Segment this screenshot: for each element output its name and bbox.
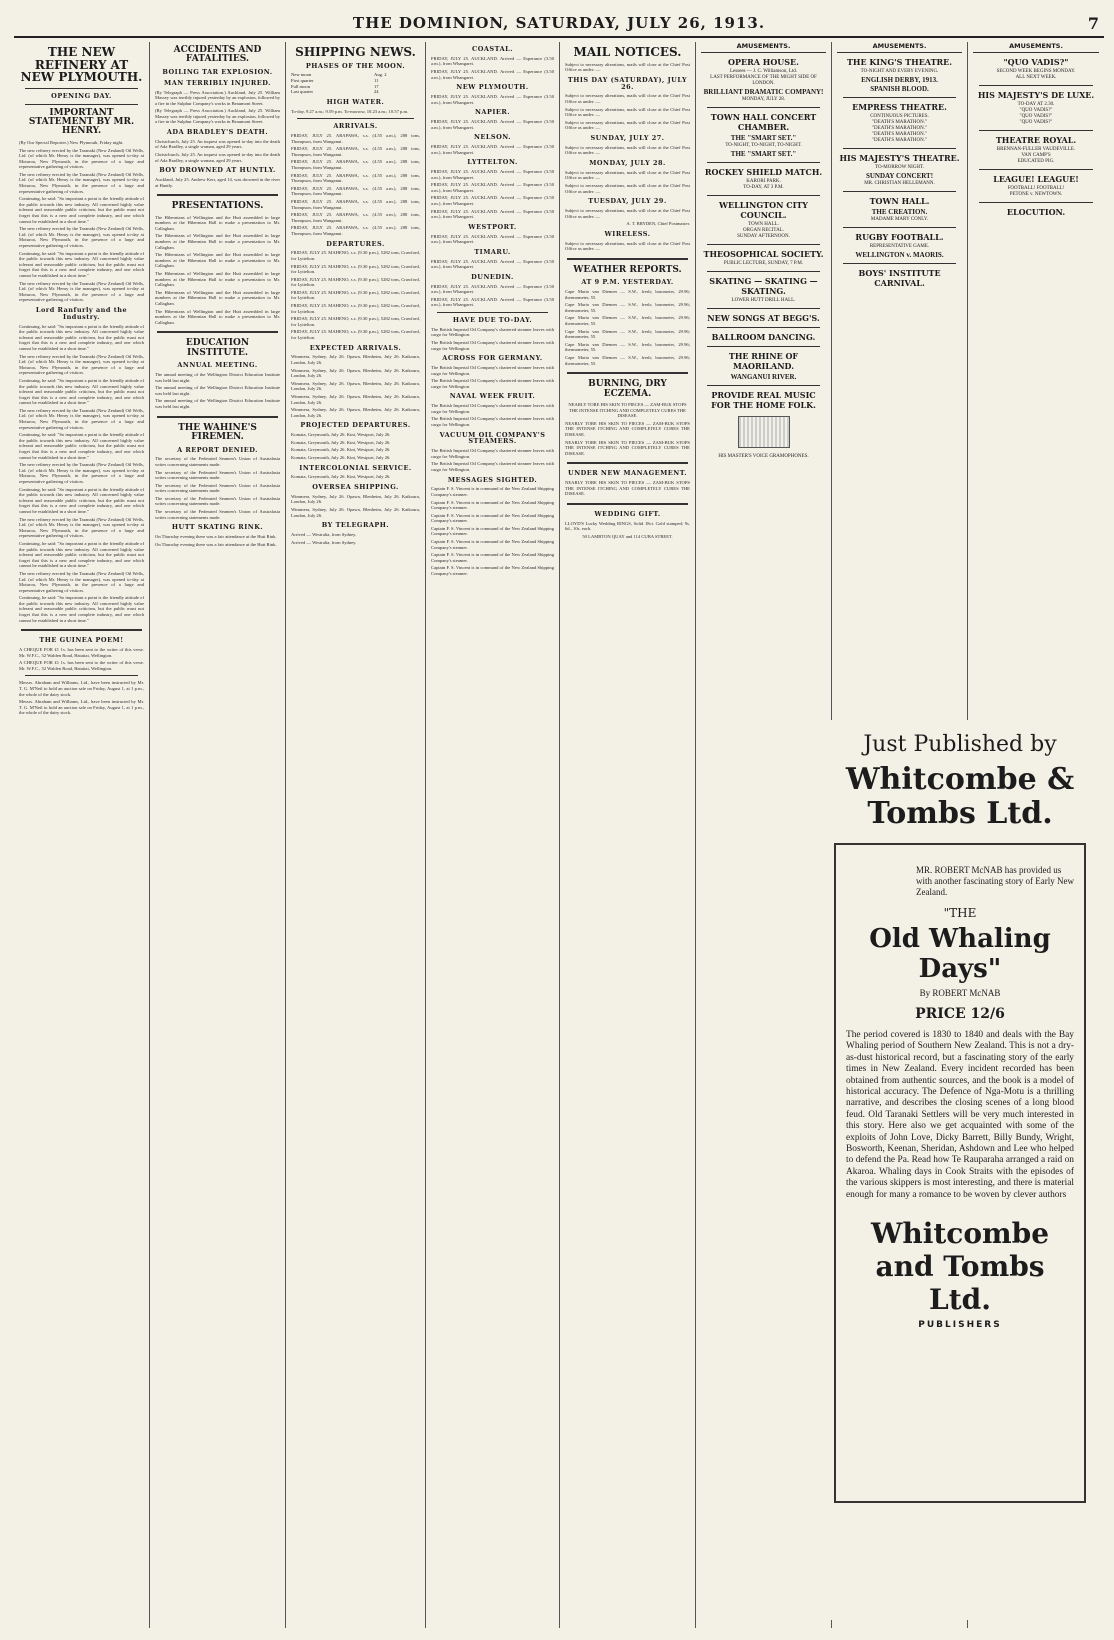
article-paragraph: NEARLY TORE HIS SKIN TO PIECES — ZAM-BUK STOPS THE INTENSE ITCHING AND COMPLETELY CURES THE DISEASE. xyxy=(568,402,687,419)
article-paragraph: Subject to necessary alterations, mails will close at the Chief Post Office as under: — xyxy=(565,93,690,104)
ad-opera-house: OPERA HOUSE. xyxy=(728,57,799,67)
subhead-boy-drowned: BOY DROWNED AT HUNTLY. xyxy=(159,166,276,175)
article-paragraph: FRIDAY, JULY 25. MAHENO, s.s. (9.30 p.m.), 5282 tons, Crawford, for Lyttelton. xyxy=(291,289,420,301)
article-paragraph: Subject to necessary alterations, mails will close at the Chief Post Office as under: — xyxy=(565,144,690,156)
article-paragraph: Subject to necessary alterations, mails will close at the Chief Post Office as under: — xyxy=(565,61,690,73)
article-paragraph: The Hibernians of Wellington and the Hutt assembled in large numbers at the Hibernian Hall to make a presentation to Mr. Callaghan. xyxy=(155,289,280,306)
article-paragraph: Continuing, he said: "So important a point is the friendly attitude of the public towards this new industry. All concerned highly value tolerant and reasonable public criticism, but the public must not forget that this is a new and complete industry, and one which cannot be established in a short time." xyxy=(19,196,144,224)
ad-line: FOOTBALL! FOOTBALL! xyxy=(1007,186,1065,191)
article-paragraph: FRIDAY, JULY 25. ARAPAWA, s.s. (4.55 a.m.), 288 tons, Thompson, from Wanganui. xyxy=(291,185,420,197)
divider xyxy=(979,85,1093,86)
article-paragraph: Komata, Greymouth, July 26. Kini, Westport, July 26. xyxy=(291,454,391,460)
ad-line: TO-MORROW NIGHT. xyxy=(875,165,924,170)
ad-rhine: THE RHINE OF MAORILAND. xyxy=(728,351,799,371)
article-paragraph: Wimmera, Sydney, July 26. Opawa, Blenheim, July 26. Kaikoura, London, July 26. xyxy=(291,367,420,379)
article-paragraph: The new refinery erected by the Taranaki (New Zealand) Oil Wells, Ltd. (of which Mr. Henry is the manager), was opened to-day at Moturoa, New Plymouth, in the presence of a large and representative gathering of visitors. xyxy=(19,570,144,593)
book-author: By ROBERT McNAB xyxy=(919,988,1001,998)
divider xyxy=(707,385,820,386)
article-paragraph: Subject to necessary alterations, mails will close at the Chief Post Office as under: — xyxy=(565,119,690,131)
divider xyxy=(297,118,414,119)
headline-accidents: ACCIDENTS AND FATALITIES. xyxy=(173,45,262,65)
article-paragraph: The Hibernians of Wellington and the Hutt assembled in large numbers at the Hibernian Hall to make a presentation to Mr. Callaghan. xyxy=(155,233,280,250)
subhead-due-today: HAVE DUE TO-DAY. xyxy=(452,315,533,324)
subhead-tuesday: TUESDAY, JULY 29. xyxy=(588,197,667,206)
headline-presentations: PRESENTATIONS. xyxy=(171,201,264,212)
article-paragraph: The new refinery erected by the Taranaki (New Zealand) Oil Wells, Ltd. (of which Mr. Henry is the manager), was opened to-day at Moturoa, New Plymouth, in the presence of a large and representative gathering of visitors. xyxy=(19,407,144,430)
article-paragraph: The new refinery erected by the Taranaki (New Zealand) Oil Wells, Ltd. (of which Mr. Henry is the manager), was opened to-day at Moturoa, New Plymouth, in the presence of a large and representative gathering of visitors. xyxy=(19,147,144,170)
ad-rockey-shield: ROCKEY SHIELD MATCH. xyxy=(704,167,823,177)
ad-kings-theatre: THE KING'S THEATRE. xyxy=(846,57,953,67)
ad-publisher-bottom: Whitcombe and Tombs Ltd. xyxy=(870,1217,1050,1317)
masthead-title: THE DOMINION, SATURDAY, JULY 26, 1913. xyxy=(352,14,766,32)
ad-line: THE "SMART SET." xyxy=(730,150,797,158)
subhead-timaru: TIMARU. xyxy=(474,247,511,256)
article-paragraph: Continuing, he said: "So important a point is the friendly attitude of the public towards this new industry. All concerned highly value tolerant and reasonable public criticism, but the public must not forget that this is a new and complete industry, and one which cannot be established in a short time." xyxy=(19,486,144,514)
article-paragraph: Captain F. S. Vincent is in command of the New Zealand Shipping Company's steamer. xyxy=(431,499,554,511)
article-paragraph: FRIDAY, JULY 25. AUCKLAND. Arrived — Esperance (3.50 a.m.), from Whangarei. xyxy=(431,208,554,220)
ad-line: Lessees — J. C. Williamson, Ltd. xyxy=(729,69,798,74)
article-paragraph: FRIDAY, JULY 25. AUCKLAND. Arrived — Esperance (3.50 a.m.), from Whangarei. xyxy=(431,55,554,67)
article-paragraph: NEARLY TORE HIS SKIN TO PIECES — ZAM-BUK STOPS THE INTENSE ITCHING AND COMPLETELY CURES THE DISEASE. xyxy=(565,439,690,456)
article-paragraph: FRIDAY, JULY 25. ARAPAWA, s.s. (4.55 a.m.), 288 tons, Thompson, from Wanganui. xyxy=(291,159,420,170)
divider xyxy=(157,416,278,418)
article-paragraph: The secretary of the Federated Seamen's Union of Australasia writes concerning statements made. xyxy=(155,456,280,467)
article-paragraph: Cape Maria van Diemen — S.W., fresh; barometer, 29.96; thermometer, 55. xyxy=(565,302,690,313)
book-advertisement xyxy=(830,720,1090,1620)
article-paragraph: FRIDAY, JULY 25. ARAPAWA, s.s. (4.55 a.m.), 288 tons, Thompson, from Wanganui. xyxy=(291,146,420,157)
ad-line: SPANISH BLOOD. xyxy=(870,85,929,93)
article-paragraph: Wimmera, Sydney, July 26. Opawa, Blenheim, July 26. Kaikoura, London, July 26. xyxy=(291,407,420,418)
article-paragraph: The British Imperial Oil Company's chartered steamer leaves with cargo for Wellington. xyxy=(431,326,554,338)
article-paragraph: Continuing, he said: "So important a point is the friendly attitude of the public towards this new industry. All concerned highly value tolerant and reasonable public criticism, but the public must not forget that this is a new and complete industry, and one which cannot be established in a short time." xyxy=(19,595,144,623)
ad-town-hall: TOWN HALL. xyxy=(869,196,930,206)
book-title: Old Whaling Days" xyxy=(869,924,1051,984)
subhead-new-plymouth: NEW PLYMOUTH. xyxy=(456,83,529,92)
amusements-heading: AMUSEMENTS. xyxy=(837,42,962,53)
subhead-lyttelton: LYTTELTON. xyxy=(467,158,518,167)
ad-theosophical: THEOSOPHICAL SOCIETY. xyxy=(703,249,824,259)
ad-line: MONDAY, JULY 28. xyxy=(742,97,785,102)
ad-line: PUBLIC LECTURE, SUNDAY, 7 P.M. xyxy=(723,261,804,266)
article-paragraph: Subject to necessary alterations, mails will close at the Chief Post Office as under: — xyxy=(565,182,690,194)
article-paragraph: Messrs. Abraham and Williams, Ltd., have been instructed by Mr. T. G. M'Neil to hold an auction sale on Friday, August 1, at 1 p.m., the whole of the dairy stock. xyxy=(19,680,144,697)
divider xyxy=(567,462,688,464)
column-6 xyxy=(696,42,832,1628)
ad-ballroom: BALLROOM DANCING. xyxy=(711,332,816,342)
ad-line: "DEATH'S MARATHON." xyxy=(872,132,927,137)
ad-line: TOWN HALL. xyxy=(748,222,779,227)
article-paragraph: The Hibernians of Wellington and the Hutt assembled in large numbers at the Hibernian Hall to make a presentation to Mr. Callaghan. xyxy=(155,214,280,231)
divider xyxy=(567,258,688,260)
article-paragraph: FRIDAY, JULY 25. ARAPAWA, s.s. (4.55 a.m.), 288 tons, Thompson, from Wanganui. xyxy=(291,172,420,184)
headline-mail-notices: MAIL NOTICES. xyxy=(573,45,682,59)
article-paragraph: Captain F. S. Vincent is in command of the New Zealand Shipping Company's steamer. xyxy=(431,486,554,497)
divider xyxy=(707,327,820,328)
ad-the: "THE xyxy=(943,906,977,920)
ad-publishers-label: PUBLISHERS xyxy=(918,1320,1002,1331)
divider xyxy=(707,195,820,196)
ad-intro: MR. ROBERT McNAB has provided us with another fascinating story of Early New Zealand. xyxy=(916,865,1074,897)
article-paragraph: NEARLY TORE HIS SKIN TO PIECES — ZAM-BUK STOPS THE INTENSE ITCHING AND COMPLETELY CURES THE DISEASE. xyxy=(565,480,690,497)
ad-box xyxy=(834,843,1086,1503)
article-paragraph: FRIDAY, JULY 25. AUCKLAND. Arrived — Esperance (3.50 a.m.), from Whangarei. xyxy=(431,195,554,206)
subhead-9pm: AT 9 P.M. YESTERDAY. xyxy=(581,278,674,287)
divider xyxy=(157,331,278,333)
table-row: New moon Aug. 2 xyxy=(291,72,387,78)
subhead-man-injured: MAN TERRIBLY INJURED. xyxy=(164,78,271,87)
table-row: First quarter 11 xyxy=(291,78,379,83)
ad-line: WANGANUI RIVER. xyxy=(730,373,797,381)
article-paragraph: Komata, Greymouth, July 26. Kini, Westport, July 26. xyxy=(291,474,391,480)
moon-table xyxy=(291,72,420,94)
article-paragraph: FRIDAY, JULY 25. AUCKLAND. Arrived — Esperance (3.50 a.m.), from Whangarei. xyxy=(431,144,554,155)
article-paragraph: FRIDAY, JULY 25. MAHENO, s.s. (9.30 p.m.), 5282 tons, Crawford, for Lyttelton. xyxy=(291,329,420,341)
subhead-projected-departures: PROJECTED DEPARTURES. xyxy=(300,421,411,430)
headline-refinery: THE NEW REFINERY AT NEW PLYMOUTH. xyxy=(20,45,143,85)
divider xyxy=(707,271,820,272)
ad-line: PETONE v. NEWTOWN. xyxy=(1009,192,1063,197)
subhead-nelson: NELSON. xyxy=(473,133,512,142)
ad-line: ORGAN RECITAL. xyxy=(743,228,784,233)
article-paragraph: On Thursday evening there was a fair attendance at the Hutt Rink. xyxy=(155,534,277,540)
ad-empress: EMPRESS THEATRE. xyxy=(852,102,947,112)
ad-line: SUNDAY CONCERT! xyxy=(865,172,934,180)
article-paragraph: (By Telegraph — Press Association.) Auckland, July 25. William Massey was terribly injured yesterday by an explosion, followed by a fire in the Sulphur Company's works in Beaumont Street. xyxy=(155,108,280,125)
ad-line: TO-DAY AT 2.30. xyxy=(1017,102,1055,107)
ad-line: SUNDAY AFTERNOON. xyxy=(737,234,790,239)
article-paragraph: FRIDAY, JULY 25. AUCKLAND. Arrived — Esperance (3.50 a.m.), from Whangarei. xyxy=(431,94,554,105)
article-paragraph: The annual meeting of the Wellington District Education Institute was held last night. xyxy=(155,372,280,383)
article-paragraph: The secretary of the Federated Seamen's Union of Australasia writes concerning statements made. xyxy=(155,509,280,520)
article-paragraph: Subject to necessary alterations, mails will close at the Chief Post Office as under: — xyxy=(565,240,690,252)
divider xyxy=(707,162,820,163)
ad-line: "DEATH'S MARATHON." xyxy=(872,126,927,131)
divider xyxy=(979,169,1093,170)
article-paragraph: FRIDAY, JULY 25. ARAPAWA, s.s. (4.55 a.m.), 288 tons, Thompson, from Wanganui. xyxy=(291,225,420,236)
divider xyxy=(707,346,820,347)
ad-line: EDUCATED PIG. xyxy=(1017,159,1055,164)
article-paragraph: Captain F. S. Vincent is in command of the New Zealand Shipping Company's steamer. xyxy=(431,552,554,563)
gramophone-image xyxy=(738,416,790,448)
article-paragraph: Continuing, he said: "So important a point is the friendly attitude of the public towards this new industry. All concerned highly value tolerant and reasonable public criticism, but the public must not forget that this is a new and complete industry, and one which cannot be established in a short time." xyxy=(19,323,144,351)
ad-quo-vadis: "QUO VADIS?" xyxy=(1003,57,1069,67)
article-paragraph: Continuing, he said: "So important a point is the friendly attitude of the public towards this new industry. All concerned highly value tolerant and reasonable public criticism, but the public must not forget that this is a new and complete industry, and one which cannot be established in a short time." xyxy=(19,377,144,406)
article-paragraph: LLOYD'S Lucky Wedding RINGS, Solid 18ct. Gold stamped; 9s. 6d., 10s. each. xyxy=(565,520,690,532)
ad-line: CONTINUOUS PICTURES. xyxy=(870,114,929,119)
subhead-expected-arrivals: EXPECTED ARRIVALS. xyxy=(309,343,402,352)
divider xyxy=(707,308,820,309)
subhead-oversea: OVERSEA SHIPPING. xyxy=(312,482,399,491)
article-paragraph: Arrived — Westralia, from Sydney. xyxy=(291,531,357,537)
subhead-report-denied: A REPORT DENIED. xyxy=(177,445,258,454)
article-paragraph: The secretary of the Federated Seamen's Union of Australasia writes concerning statements made. xyxy=(155,495,280,507)
article-paragraph: The new refinery erected by the Taranaki (New Zealand) Oil Wells, Ltd. (of which Mr. Henry is the manager), was opened to-day at Moturoa, New Plymouth, in the presence of a large and representative gathering of visitors. xyxy=(19,353,144,376)
article-paragraph: Cape Maria van Diemen — S.W., fresh; barometer, 29.96; thermometer, 55. xyxy=(565,328,690,340)
ad-line: TO-DAY, AT 3 P.M. xyxy=(743,185,784,190)
ad-line: WELLINGTON v. MAORIS. xyxy=(855,251,944,259)
divider xyxy=(567,372,688,374)
ad-line: TO-NIGHT AND EVERY EVENING. xyxy=(860,69,939,74)
article-paragraph: The British Imperial Oil Company's chartered steamer leaves with cargo for Wellington. xyxy=(431,364,554,376)
article-paragraph: The Hibernians of Wellington and the Hutt assembled in large numbers at the Hibernian Hall to make a presentation to Mr. Callaghan. xyxy=(155,252,280,269)
article-paragraph: The British Imperial Oil Company's chartered steamer leaves with cargo for Wellington. xyxy=(431,461,554,472)
divider xyxy=(567,503,688,505)
subhead-vacuum-oil: VACUUM OIL COMPANY'S STEAMERS. xyxy=(439,430,546,446)
article-paragraph: Messrs. Abraham and Williams, Ltd., have been instructed by Mr. T. G. M'Neil to hold an auction sale on Friday, August 1, at 1 p.m., the whole of the dairy stock. xyxy=(19,699,144,716)
column-3 xyxy=(286,42,426,1628)
ad-line: "DEATH'S MARATHON." xyxy=(872,120,927,125)
article-paragraph: The British Imperial Oil Company's chartered steamer leaves with cargo for Wellington. xyxy=(431,339,554,351)
article-paragraph: Wimmera, Sydney, July 26. Opawa, Blenheim, July 26. Kaikoura, London, July 26. xyxy=(291,394,420,405)
article-paragraph: The British Imperial Oil Company's chartered steamer leaves with cargo for Wellington. xyxy=(431,448,554,459)
article-paragraph: Christchurch, July 25. An inquest was opened to-day into the death of Ada Bradley, a single woman, aged 29 years. xyxy=(155,152,280,163)
article-paragraph: Komata, Greymouth, July 26. Kini, Westport, July 26. xyxy=(291,447,391,453)
article-paragraph: The British Imperial Oil Company's chartered steamer leaves with cargo for Wellington. xyxy=(431,378,554,389)
column-2 xyxy=(150,42,286,1628)
subhead-messages: MESSAGES SIGHTED. xyxy=(447,475,538,484)
ad-line: BRILLIANT DRAMATIC COMPANY! xyxy=(703,88,824,96)
signature-line: A. T. BRYDEN, Chief Postmaster. xyxy=(626,221,690,227)
headline-wedding-gift: WEDDING GIFT. xyxy=(594,509,661,518)
ad-league: LEAGUE! LEAGUE! xyxy=(993,174,1079,184)
subhead-opening-day: OPENING DAY. xyxy=(51,91,112,100)
article-paragraph: To-day, 9.27 a.m.; 9.59 p.m. To-morrow, 10.23 a.m.; 10.57 p.m. xyxy=(291,108,409,114)
divider xyxy=(21,629,142,631)
article-paragraph: Wimmera, Sydney, July 26. Opawa, Blenheim, July 26. Kaikoura, London, July 26. xyxy=(291,380,420,392)
article-paragraph: The British Imperial Oil Company's chartered steamer leaves with cargo for Wellington. xyxy=(431,416,554,427)
divider xyxy=(843,191,956,192)
page-number: 7 xyxy=(1087,14,1100,33)
ad-line: VAN CAMP'S xyxy=(1021,153,1051,158)
ad-his-majestys: HIS MAJESTY'S THEATRE. xyxy=(839,153,960,163)
book-price: PRICE 12/6 xyxy=(915,1006,1005,1022)
article-paragraph: (By Telegraph — Press Association.) Auckland, July 25. William Massey was terribly injured yesterday by an explosion, followed by a fire in the Sulphur Company's works in Beaumont Street. xyxy=(155,89,280,106)
byline: (By Our Special Reporter.) New Plymouth, Friday night. xyxy=(19,139,124,145)
ad-town-hall-concert: TOWN HALL CONCERT CHAMBER. xyxy=(710,112,817,132)
divider xyxy=(157,194,278,196)
ad-line: KARORI PARK. xyxy=(746,179,781,184)
article-paragraph: FRIDAY, JULY 25. MAHENO, s.s. (9.30 p.m.), 5282 tons, Crawford, for Lyttelton. xyxy=(291,250,420,261)
ad-line: ALL NEXT WEEK. xyxy=(1015,75,1057,80)
divider xyxy=(979,202,1093,203)
article-paragraph: Wimmera, Sydney, July 26. Opawa, Blenheim, July 26. Kaikoura, London, July 26. xyxy=(291,506,420,518)
article-paragraph: The new refinery erected by the Taranaki (New Zealand) Oil Wells, Ltd. (of which Mr. Henry is the manager), was opened to-day at Moturoa, New Plymouth, in the presence of a large and representative gathering of visitors. xyxy=(19,280,144,303)
divider xyxy=(707,107,820,108)
article-paragraph: FRIDAY, JULY 25. MAHENO, s.s. (9.30 p.m.), 5282 tons, Crawford, for Lyttelton. xyxy=(291,316,420,327)
article-paragraph: FRIDAY, JULY 25. MAHENO, s.s. (9.30 p.m.), 5282 tons, Crawford, for Lyttelton. xyxy=(291,303,420,314)
article-paragraph: Subject to necessary alterations, mails will close at the Chief Post Office as under: — xyxy=(565,106,690,118)
article-paragraph: Continuing, he said: "So important a point is the friendly attitude of the public towards this new industry. All concerned highly value tolerant and reasonable public criticism, but the public must not forget that this is a new and complete industry, and one which cannot be established in a short time." xyxy=(19,540,144,569)
subhead-skating-rink: HUTT SKATING RINK. xyxy=(171,523,264,532)
article-paragraph: The new refinery erected by the Taranaki (New Zealand) Oil Wells, Ltd. (of which Mr. Henry is the manager), was opened to-day at Moturoa, New Plymouth, in the presence of a large and representative gathering of visitors. xyxy=(19,226,144,248)
subhead-annual-meeting: ANNUAL MEETING. xyxy=(177,361,258,370)
article-paragraph: The Hibernians of Wellington and the Hutt assembled in large numbers at the Hibernian Hall to make a presentation to Mr. Callaghan. xyxy=(155,271,280,288)
article-paragraph: FRIDAY, JULY 25. AUCKLAND. Arrived — Esperance (3.50 a.m.), from Whangarei. xyxy=(431,233,554,245)
subhead-monday: MONDAY, JULY 28. xyxy=(589,158,666,167)
article-paragraph: FRIDAY, JULY 25. AUCKLAND. Arrived — Esperance (3.50 a.m.), from Whangarei. xyxy=(431,296,554,308)
article-paragraph: Subject to necessary alterations, mails will close at the Chief Post Office as under: — xyxy=(565,207,690,219)
article-paragraph: FRIDAY, JULY 25. AUCKLAND. Arrived — Esperance (3.50 a.m.), from Whangarei. xyxy=(431,283,554,295)
article-paragraph: Cape Maria van Diemen — S.W., fresh; barometer, 29.96; thermometer, 55. xyxy=(565,341,690,353)
ad-new-songs: NEW SONGS AT BEGG'S. xyxy=(707,313,820,323)
subhead-sunday: SUNDAY, JULY 27. xyxy=(590,133,665,142)
ad-line: REPRESENTATIVE GAME. xyxy=(869,244,930,249)
divider xyxy=(25,104,138,105)
headline-wahine: THE WAHINE'S FIREMEN. xyxy=(178,422,257,443)
ad-line: MADAME MARY CONLY. xyxy=(870,217,929,222)
subhead-guinea-poem: THE GUINEA POEM! xyxy=(39,636,124,645)
article-paragraph: The annual meeting of the Wellington District Education Institute was held last night. xyxy=(155,385,280,396)
ad-line: LOWER HUTT DRILL HALL. xyxy=(731,298,796,303)
column-4 xyxy=(426,42,560,1628)
article-paragraph: Captain F. S. Vincent is in command of the New Zealand Shipping Company's steamer. xyxy=(431,512,554,524)
article-paragraph: FRIDAY, JULY 25. MAHENO, s.s. (9.30 p.m.), 5282 tons, Crawford, for Lyttelton. xyxy=(291,263,420,275)
article-paragraph: Continuing, he said: "So important a point is the friendly attitude of the public towards this new industry. All concerned highly value tolerant and reasonable public criticism, but the public must not forget that this is a new and complete industry, and one which cannot be established in a short time." xyxy=(19,250,144,278)
article-paragraph: A CHEQUE FOR £1 1s. has been sent to the writer of this verse. Mr. W.F.C., 52 Walden Road, Hataitai, Wellington. xyxy=(19,647,144,658)
article-paragraph: The Hibernians of Wellington and the Hutt assembled in large numbers at the Hibernian Hall to make a presentation to Mr. Callaghan. xyxy=(155,308,280,325)
ad-real-music: PROVIDE REAL MUSIC FOR THE HOME FOLK. xyxy=(711,390,816,410)
article-paragraph: Wimmera, Sydney, July 26. Opawa, Blenheim, July 26. Kaikoura, London, July 26. xyxy=(291,354,420,366)
subhead-naval-fruit: NAVAL WEEK FRUIT. xyxy=(449,392,536,401)
article-paragraph: FRIDAY, JULY 25. AUCKLAND. Arrived — Esperance (3.50 a.m.), from Whangarei. xyxy=(431,69,554,80)
headline-eczema: BURNING, DRY ECZEMA. xyxy=(588,379,667,399)
ad-rugby: RUGBY FOOTBALL. xyxy=(855,232,944,242)
table-row: Last quarter 24 xyxy=(291,89,379,95)
article-paragraph: The secretary of the Federated Seamen's Union of Australasia writes concerning statements made. xyxy=(155,482,280,494)
article-paragraph: The new refinery erected by the Taranaki (New Zealand) Oil Wells, Ltd. (of which Mr. Henry is the manager), was opened to-day at Moturoa, New Plymouth, in the presence of a large and representative gathering of visitors. xyxy=(19,516,144,539)
subhead-statement: IMPORTANT STATEMENT BY MR. HENRY. xyxy=(28,107,135,137)
article-paragraph: Captain F. S. Vincent is in command of the New Zealand Shipping Company's steamer. xyxy=(431,539,554,550)
ad-city-council: WELLINGTON CITY COUNCIL. xyxy=(718,200,808,220)
divider xyxy=(707,244,820,245)
ad-boys-institute: BOYS' INSTITUTE CARNIVAL. xyxy=(858,268,941,288)
column-5 xyxy=(560,42,696,1628)
column-1 xyxy=(14,42,150,1628)
article-paragraph: FRIDAY, JULY 25. ARAPAWA, s.s. (4.55 a.m.), 288 tons, Thompson, from Wanganui. xyxy=(291,198,420,210)
ad-line: BRENNAN-FULLER VAUDEVILLE. xyxy=(996,147,1076,152)
ad-line: THE "SMART SET." xyxy=(730,134,797,142)
subhead-napier: NAPIER. xyxy=(474,108,511,117)
divider xyxy=(979,130,1093,131)
ad-theatre-royal: THEATRE ROYAL. xyxy=(995,135,1077,145)
masthead xyxy=(14,12,1104,38)
ad-line: "QUO VADIS?" xyxy=(1019,108,1053,113)
divider xyxy=(437,312,548,313)
article-paragraph: A CHEQUE FOR £1 1s. has been sent to the writer of this verse. Mr. W.F.C., 52 Walden Road, Hataitai, Wellington. xyxy=(19,660,144,671)
article-paragraph: The new refinery erected by the Taranaki (New Zealand) Oil Wells, Ltd. (of which Mr. Henry is the manager), was opened to-day at Moturoa, New Plymouth, in the presence of a large and representative gathering of visitors. xyxy=(19,462,144,484)
article-paragraph: FRIDAY, JULY 25. AUCKLAND. Arrived — Esperance (3.50 a.m.), from Whangarei. xyxy=(431,182,554,193)
article-paragraph: Captain F. S. Vincent is in command of the New Zealand Shipping Company's steamer. xyxy=(431,525,554,537)
ad-line: TO-NIGHT, TO-NIGHT, TO-NIGHT. xyxy=(725,143,802,148)
subhead-high-water: HIGH WATER. xyxy=(326,97,385,106)
article-paragraph: Arrived — Westralia, from Sydney. xyxy=(291,539,357,545)
article-paragraph: Cape Maria van Diemen — S.W., fresh; barometer, 29.96; thermometer, 55. xyxy=(565,354,690,366)
ad-line: MR. CHRISTIAN HELLEMANN. xyxy=(864,181,935,186)
subhead-tar-explosion: BOILING TAR EXPLOSION. xyxy=(162,67,273,76)
article-paragraph: The annual meeting of the Wellington District Education Institute was held last night. xyxy=(155,398,280,410)
article-paragraph: The British Imperial Oil Company's chartered steamer leaves with cargo for Wellington. xyxy=(431,403,554,414)
divider xyxy=(843,263,956,264)
article-paragraph: FRIDAY, JULY 25. AUCKLAND. Arrived — Esperance (3.50 a.m.), from Whangarei. xyxy=(431,258,554,270)
subhead-ranfurly: Lord Ranfurly and the Industry. xyxy=(35,305,128,321)
subhead-germany: ACROSS FOR GERMANY. xyxy=(442,354,543,363)
table-row: Full moon 17 xyxy=(291,83,379,89)
article-paragraph: 50 LAMBTON QUAY and 114 CUBA STREET. xyxy=(582,533,673,539)
ad-just-published: Just Published by xyxy=(863,732,1057,757)
article-paragraph: FRIDAY, JULY 25. ARAPAWA, s.s. (4.55 a.m.), 288 tons, Thompson, from Wanganui. xyxy=(291,133,420,144)
divider xyxy=(843,227,956,228)
amusements-heading: AMUSEMENTS. xyxy=(973,42,1099,53)
headline-shipping: SHIPPING NEWS. xyxy=(295,45,416,59)
article-paragraph: FRIDAY, JULY 25. AUCKLAND. Arrived — Esperance (3.50 a.m.), from Whangarei. xyxy=(431,169,554,180)
article-paragraph: FRIDAY, JULY 25. ARAPAWA, s.s. (4.55 a.m.), 288 tons, Thompson, from Wanganui. xyxy=(291,212,420,223)
article-paragraph: FRIDAY, JULY 25. AUCKLAND. Arrived — Esperance (3.50 a.m.), from Whangarei. xyxy=(431,119,554,130)
article-paragraph: On Thursday evening there was a fair attendance at the Hutt Rink. xyxy=(155,541,277,547)
subhead-bradley: ADA BRADLEY'S DEATH. xyxy=(166,128,269,137)
divider xyxy=(843,148,956,149)
headline-coastal: COASTAL. xyxy=(472,45,513,53)
article-paragraph: The secretary of the Federated Seamen's Union of Australasia writes concerning statements made. xyxy=(155,469,280,481)
article-paragraph: Komata, Greymouth, July 26. Kini, Westport, July 26. xyxy=(291,439,391,445)
book-description: The period covered is 1830 to 1840 and deals with the Bay Whaling period of Southern New Zealand. This is not a dry-as-dust historical record, but a fascinating story of the early times in New Zealand. Every incident recorded has been obtained from authentic sources, and the book is a model of historical accuracy. The Defence of Nga-Motu is a thrilling narrative, and describes the closing scenes of a long blood feud. Old Taranaki Settlers will be very much interested in this story. Here also we get acquainted with some of the exploits of John Love, Dicky Barrett, Billy Bundy, Wright, Bosworth, Keenan, Sheridan, Ashdown and Lee who helped to defend the Pa. Read how Te Rauparaha arranged a raid on Akaroa. Whaling days in Cook Straits with the episodes of the various skippers is most interesting, and there is material enough for many a romance to be woven by clever authors xyxy=(846,1030,1074,1200)
article-paragraph: FRIDAY, JULY 25. MAHENO, s.s. (9.30 p.m.), 5282 tons, Crawford, for Lyttelton. xyxy=(291,276,420,288)
ad-line: ENGLISH DERBY, 1913. xyxy=(861,76,938,84)
headline-new-management: UNDER NEW MANAGEMENT. xyxy=(568,469,687,478)
article-paragraph: Wimmera, Sydney, July 26. Opawa, Blenheim, July 26. Kaikoura, London, July 26. xyxy=(291,493,420,505)
ad-line: SECOND WEEK BEGINS MONDAY. xyxy=(996,69,1076,74)
ad-publisher-name: Whitcombe & Tombs Ltd. xyxy=(845,762,1075,831)
ad-elocution: ELOCUTION. xyxy=(1006,207,1066,217)
subhead-moon: PHASES OF THE MOON. xyxy=(305,61,406,70)
subhead-dunedin: DUNEDIN. xyxy=(471,272,514,281)
article-paragraph: Cape Maria van Diemen — S.W., fresh; barometer, 29.96; thermometer, 55. xyxy=(565,315,690,326)
subhead-westport: WESTPORT. xyxy=(468,222,517,231)
subhead-by-telegraph: BY TELEGRAPH. xyxy=(321,521,390,530)
article-paragraph: Komata, Greymouth, July 26. Kini, Westport, July 26. xyxy=(291,432,391,438)
divider xyxy=(25,675,138,676)
subhead-wireless: WIRELESS. xyxy=(604,229,651,238)
article-paragraph: Cape Maria van Diemen — S.W., fresh; barometer, 29.96; thermometer, 55. xyxy=(565,289,690,300)
ad-line: LAST PERFORMANCE OF THE MIGHT SIDE OF LONDON. xyxy=(710,75,817,86)
headline-weather: WEATHER REPORTS. xyxy=(573,264,682,275)
ad-line: HIS MASTER'S VOICE GRAMOPHONES. xyxy=(718,454,809,459)
subhead-departures: DEPARTURES. xyxy=(326,239,385,248)
ad-line: "DEATH'S MARATHON." xyxy=(872,138,927,143)
ad-his-majestys-de-luxe: HIS MAJESTY'S DE LUXE. xyxy=(977,90,1095,100)
ad-skating: SKATING — SKATING — SKATING. xyxy=(709,276,818,296)
subhead-arrivals: ARRIVALS. xyxy=(333,122,378,131)
amusements-heading: AMUSEMENTS. xyxy=(701,42,826,53)
divider xyxy=(843,97,956,98)
article-paragraph: Auckland, July 25. Andrew Kerr, aged 14, was drowned in the river at Huntly. xyxy=(155,177,280,188)
ad-line: "QUO VADIS?" xyxy=(1019,114,1053,119)
article-paragraph: Continuing, he said: "So important a point is the friendly attitude of the public towards this new industry. All concerned highly value tolerant and reasonable public criticism, but the public must not forget that this is a new and complete industry, and one which cannot be established in a short time." xyxy=(19,432,144,460)
divider xyxy=(25,88,138,89)
article-paragraph: NEARLY TORE HIS SKIN TO PIECES — ZAM-BUK STOPS THE INTENSE ITCHING AND COMPLETELY CURES THE DISEASE. xyxy=(565,420,690,437)
article-paragraph: Christchurch, July 25. An inquest was opened to-day into the death of Ada Bradley, a single woman, aged 29 years. xyxy=(155,138,280,150)
ad-line: "QUO VADIS?" xyxy=(1019,120,1053,125)
ad-line: THE CREATION. xyxy=(871,208,928,216)
subhead-intercolonial: INTERCOLONIAL SERVICE. xyxy=(299,463,412,472)
headline-education: EDUCATION INSTITUTE. xyxy=(185,338,250,358)
article-paragraph: Subject to necessary alterations, mails will close at the Chief Post Office as under: — xyxy=(565,169,690,181)
subhead-this-day: THIS DAY (SATURDAY), JULY 26. xyxy=(567,75,688,91)
article-paragraph: Captain F. S. Vincent is in command of the New Zealand Shipping Company's steamer. xyxy=(431,565,554,577)
article-paragraph: The new refinery erected by the Taranaki (New Zealand) Oil Wells, Ltd. (of which Mr. Henry is the manager), was opened to-day at Moturoa, New Plymouth, in the presence of a large and representative gathering of visitors. xyxy=(19,171,144,194)
